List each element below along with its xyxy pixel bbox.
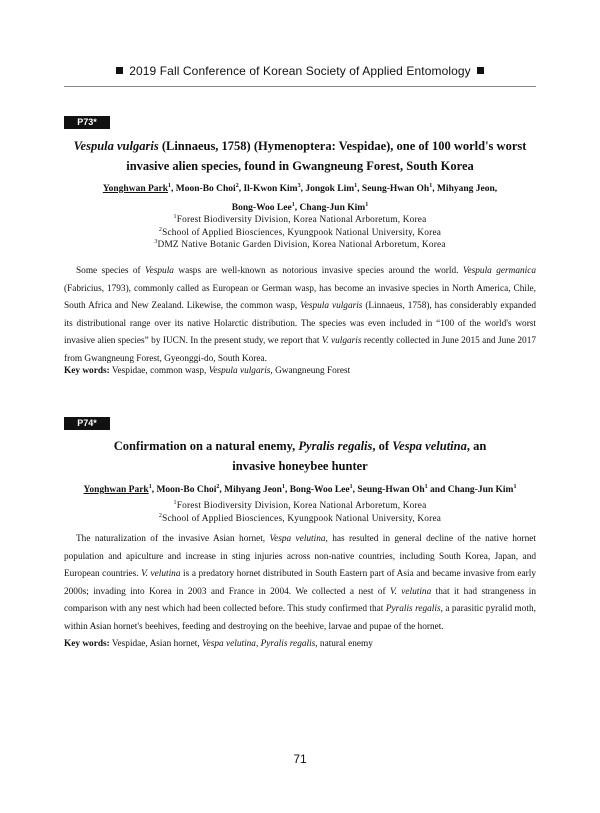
author-affiliation-mark: 1	[349, 484, 353, 490]
running-header	[64, 64, 536, 78]
affiliation-line: $^1$Forest Biodiversity Division, Korea National Arboretum, Korea	[173, 214, 427, 225]
author-name: Bong-Woo Lee	[289, 485, 350, 495]
author-affiliation-mark: 2	[235, 183, 239, 189]
author-affiliation-mark: 2	[216, 484, 220, 490]
italic-term: V. velutina	[390, 586, 432, 597]
abstract-text: The naturalization of the invasive Asian hornet,	[76, 534, 270, 544]
author-affiliation-mark: 3	[297, 183, 301, 189]
affiliation-list-p74	[64, 500, 536, 525]
abstract-text: , has resulted in general decline of the native hornet population and apiculture and increase in sting injuries across non-native countries, including South Korea, Japan, and European countries.	[64, 534, 536, 579]
author-name: Yonghwan Park	[83, 485, 149, 495]
square-bullet-icon	[116, 67, 123, 74]
author-name: Mihyang Jeon	[436, 184, 495, 194]
italic-term: Vespula germanica	[462, 266, 536, 276]
abstract-badge-p74: P74*	[64, 417, 110, 430]
italic-term: Vespa velutina	[269, 534, 326, 544]
title-line: Vespula vulgaris (Linnaeus, 1758) (Hymenoptera: Vespidae), one of 100 world's worst	[73, 139, 527, 153]
abstract-text: recently collected in June 2015 and June 2017 from Gwangneung Forest, Gyeonggi-do, South Korea.	[64, 336, 536, 364]
author-name: Bong-Woo Lee	[231, 203, 292, 213]
affiliation-line: $^2$School of Applied Biosciences, Kyungpook National University, Korea	[158, 226, 442, 238]
author-list-p74: Yonghwan Park$^1$, Moon-Bo Choi$^2$, Mihyang Jeon$^1$, Bong-Woo Lee$^1$, Seung-Hwan Oh$^1$ and Chang-Jun Kim$^1$	[83, 484, 517, 495]
keywords-label: Key words:	[64, 366, 110, 376]
author-name: Yonghwan Park	[102, 184, 169, 194]
abstract-title-p73	[64, 136, 536, 176]
running-header-text: 2019 Fall Conference of Korean Society of Applied Entomology	[129, 64, 471, 78]
title-line: invasive honeybee hunter	[232, 459, 368, 473]
page-number: 71	[293, 752, 307, 766]
author-name: Moon-Bo Choi	[156, 485, 217, 495]
italic-term: Vespula vulgaris	[300, 301, 363, 311]
header-rule	[64, 86, 536, 87]
author-affiliation-mark: 1	[424, 484, 428, 490]
affiliation-list-p73	[64, 214, 536, 252]
affiliation-line: $^1$Forest Biodiversity Division, Korea National Arboretum, Korea	[173, 500, 427, 511]
keywords-p74	[64, 637, 536, 651]
abstract-text: wasps are well-known as notorious invasive species around the world.	[173, 266, 463, 276]
author-name: Jongok Lim	[305, 184, 355, 194]
abstract-text: (Fabricius, 1793), commonly called as European or German wasp, has become an invasive species in North America, Chile, South Africa and New Zealand. Likewise, the common wasp,	[64, 283, 536, 311]
keyword-text: Vespidae, Asian hornet,	[109, 639, 202, 649]
author-name: Seung-Hwan Oh	[361, 184, 430, 194]
author-affiliation-mark: 1	[291, 202, 295, 208]
title-line: invasive alien species, found in Gwangneung Forest, South Korea	[126, 159, 474, 173]
author-affiliation-mark: 1	[429, 183, 433, 189]
title-text: , an	[466, 439, 487, 453]
italic-term: Vespa velutina	[392, 439, 467, 453]
abstract-text: Some species of	[76, 266, 146, 276]
abstract-body-p74	[64, 531, 536, 636]
italic-term: Vespula vulgaris	[208, 366, 271, 376]
italic-term: V. velutina	[141, 569, 181, 579]
keywords-p73	[64, 364, 536, 378]
author-name: Chang-Jun Kim	[299, 203, 366, 213]
title-line	[64, 436, 536, 456]
author-affiliation-mark: 1	[513, 484, 517, 490]
abstract-body-p73	[64, 263, 536, 368]
abstract-title-p74	[64, 436, 536, 476]
title-text: , of	[372, 439, 393, 453]
author-list-p73	[64, 180, 536, 218]
keyword-text: Vespidae, common wasp,	[109, 366, 209, 376]
italic-term: Pyralis regalis	[298, 439, 373, 453]
keyword-text: , Gwangneung Forest	[270, 366, 351, 376]
abstract-text: is a predatory hornet distributed in South Eastern part of Asia and became invasive from early 2000s; invading into Korea in 2003 and France in 2004. We collected a nest of	[64, 569, 536, 597]
italic-term: Pyralis regalis	[385, 604, 441, 614]
author-name: Mihyang Jeon	[224, 485, 282, 495]
author-affiliation-mark: 1	[168, 183, 172, 189]
author-name: Seung-Hwan Oh	[357, 485, 425, 495]
abstract-text: that it had strangeness in comparison with any nest which had been collected before. This study confirmed that	[64, 586, 536, 614]
author-affiliation-mark: 1	[281, 484, 285, 490]
keywords-label: Key words:	[64, 639, 110, 649]
keyword-text: , natural enemy	[315, 639, 373, 649]
affiliation-line: $^3$DMZ Native Botanic Garden Division, Korea National Arboretum, Korea	[154, 239, 446, 250]
author-affiliation-mark: 1	[148, 484, 152, 490]
abstract-text: , a parasitic pyralid moth, within Asian hornet's beehives, feeding and destroying on the beehive, larvae and pupae of the hornet.	[64, 604, 536, 632]
abstract-text: (Linnaeus, 1758), has considerably expanded its distributional range over its native Holarctic distribution. The species was even included in “100 of the world's worst invasive alien species” by IUCN. In the present study, we report that	[64, 301, 537, 346]
square-bullet-icon	[477, 67, 484, 74]
author-name: Moon-Bo Choi	[175, 184, 236, 194]
author-affiliation-mark: 1	[354, 183, 358, 189]
affiliation-line: $^2$School of Applied Biosciences, Kyungpook National University, Korea	[158, 512, 442, 524]
italic-term: Vespa velutina	[201, 639, 256, 649]
author-line: Yonghwan Park$^1$, Moon-Bo Choi$^2$, Il-Kwon Kim$^3$, Jongok Lim$^1$, Seung-Hwan Oh$^1$, Mihyang Jeon,	[102, 183, 498, 194]
author-name: Il-Kwon Kim	[243, 184, 298, 194]
italic-term: V. vulgaris	[321, 336, 362, 346]
italic-term: Pyralis regalis	[260, 639, 316, 649]
author-line: Bong-Woo Lee$^1$, Chang-Jun Kim$^1$	[231, 202, 369, 213]
keyword-text: ,	[255, 639, 261, 649]
abstract-badge-p73: P73*	[64, 116, 110, 129]
author-name: Chang-Jun Kim	[447, 485, 514, 495]
italic-term: Vespula	[145, 266, 174, 276]
title-text: Confirmation on a natural enemy,	[113, 439, 299, 453]
author-affiliation-mark: 1	[365, 202, 369, 208]
